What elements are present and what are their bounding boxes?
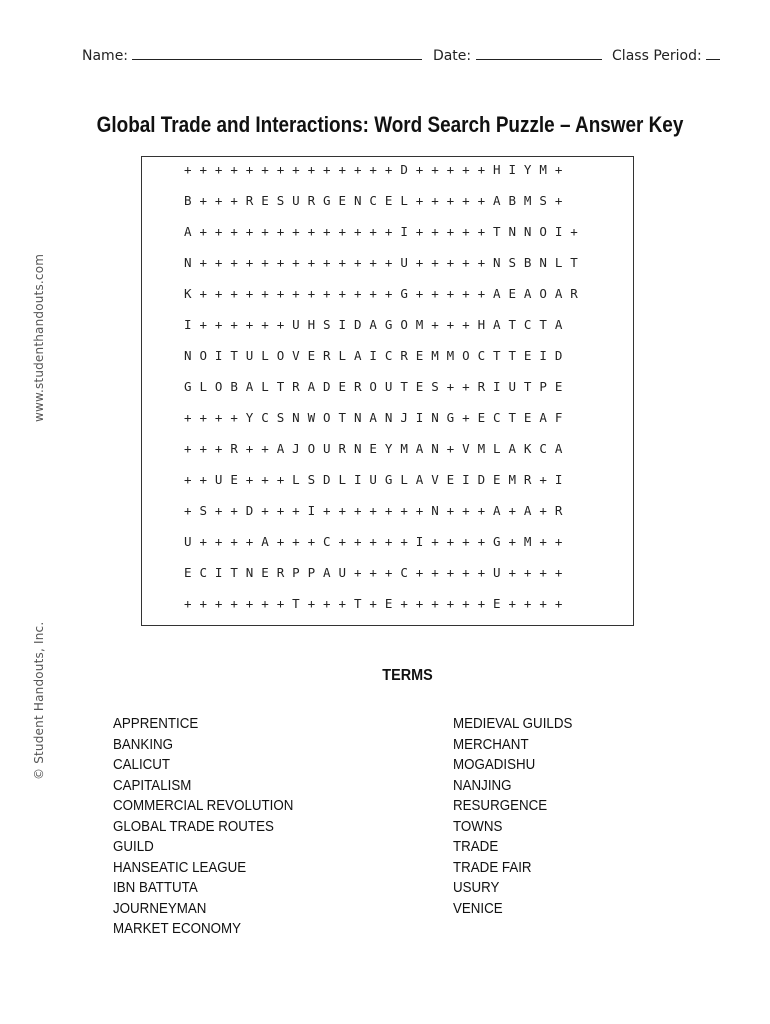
copyright-notice: © Student Handouts, Inc.: [32, 621, 46, 780]
term-item: MEDIEVAL GUILDS: [453, 716, 573, 732]
term-item: JOURNEYMAN: [113, 900, 207, 917]
grid-row: U + + + + A + + + C + + + + + I + + + + G + M + +: [184, 534, 563, 549]
term-item: TRADE FAIR: [453, 859, 532, 876]
date-field[interactable]: [476, 46, 602, 60]
grid-row: N + + + + + + + + + + + + + U + + + + + N S B N L T: [184, 255, 579, 270]
term-item: CALICUT: [113, 757, 171, 773]
term-item: TRADE: [453, 839, 499, 855]
grid-row: I + + + + + + U H S I D A G O M + + + H A T C T A: [184, 317, 563, 332]
terms-list-right: [453, 714, 713, 919]
term-item: MERCHANT: [453, 736, 529, 753]
grid-row: N O I T U L O V E R L A I C R E M M O C T T E I D: [184, 348, 563, 363]
grid-row: A + + + + + + + + + + + + + I + + + + + T N N O I +: [184, 224, 579, 239]
term-item: IBN BATTUTA: [113, 880, 198, 896]
term-item: NANJING: [453, 777, 512, 794]
grid-row: + S + + D + + + I + + + + + + + N + + + A + A + R: [184, 503, 563, 518]
term-item: GLOBAL TRADE ROUTES: [113, 818, 274, 835]
grid-row: + + + + Y C S N W O T N A N J I N G + E C T E A F: [184, 410, 563, 425]
grid-row: K + + + + + + + + + + + + + G + + + + + A E A O A R: [184, 286, 579, 301]
name-label: Name:: [82, 48, 129, 64]
class-period-label: Class Period:: [612, 48, 702, 64]
grid-row: E C I T N E R P P A U + + + C + + + + + U + + + +: [184, 565, 563, 580]
website-url: www.studenthandouts.com: [32, 253, 46, 422]
terms-list-left: [113, 714, 373, 940]
term-item: APPRENTICE: [113, 716, 199, 732]
term-item: GUILD: [113, 839, 154, 855]
term-item: TOWNS: [453, 818, 503, 835]
grid-row: + + U E + + + L S D L I U G L A V E I D E M R + I: [184, 472, 563, 487]
date-label: Date:: [432, 48, 472, 64]
grid-row: + + + + + + + T + + + T + E + + + + + + E + + + +: [184, 596, 563, 611]
term-item: CAPITALISM: [113, 777, 192, 794]
term-item: MARKET ECONOMY: [113, 921, 241, 937]
page-title: Global Trade and Interactions: Word Search Puzzle – Answer Key: [96, 112, 684, 137]
term-item: USURY: [453, 880, 500, 896]
grid-row: + + + + + + + + + + + + + + D + + + + + H I Y M +: [184, 162, 563, 177]
term-item: COMMERCIAL REVOLUTION: [113, 798, 294, 814]
term-item: RESURGENCE: [453, 798, 548, 814]
term-item: HANSEATIC LEAGUE: [113, 859, 247, 876]
grid-row: + + + R + + A J O U R N E Y M A N + V M L A K C A: [184, 441, 563, 456]
term-item: VENICE: [453, 900, 503, 917]
term-item: BANKING: [113, 736, 174, 753]
grid-row: B + + + R E S U R G E N C E L + + + + + A B M S +: [184, 193, 563, 208]
student-info-header: [82, 46, 702, 64]
grid-row: G L O B A L T R A D E R O U T E S + + R I U T P E: [184, 379, 563, 394]
name-field[interactable]: [132, 46, 422, 60]
term-item: MOGADISHU: [453, 757, 536, 773]
terms-heading: TERMS: [382, 667, 433, 684]
class-period-field[interactable]: [706, 46, 720, 60]
